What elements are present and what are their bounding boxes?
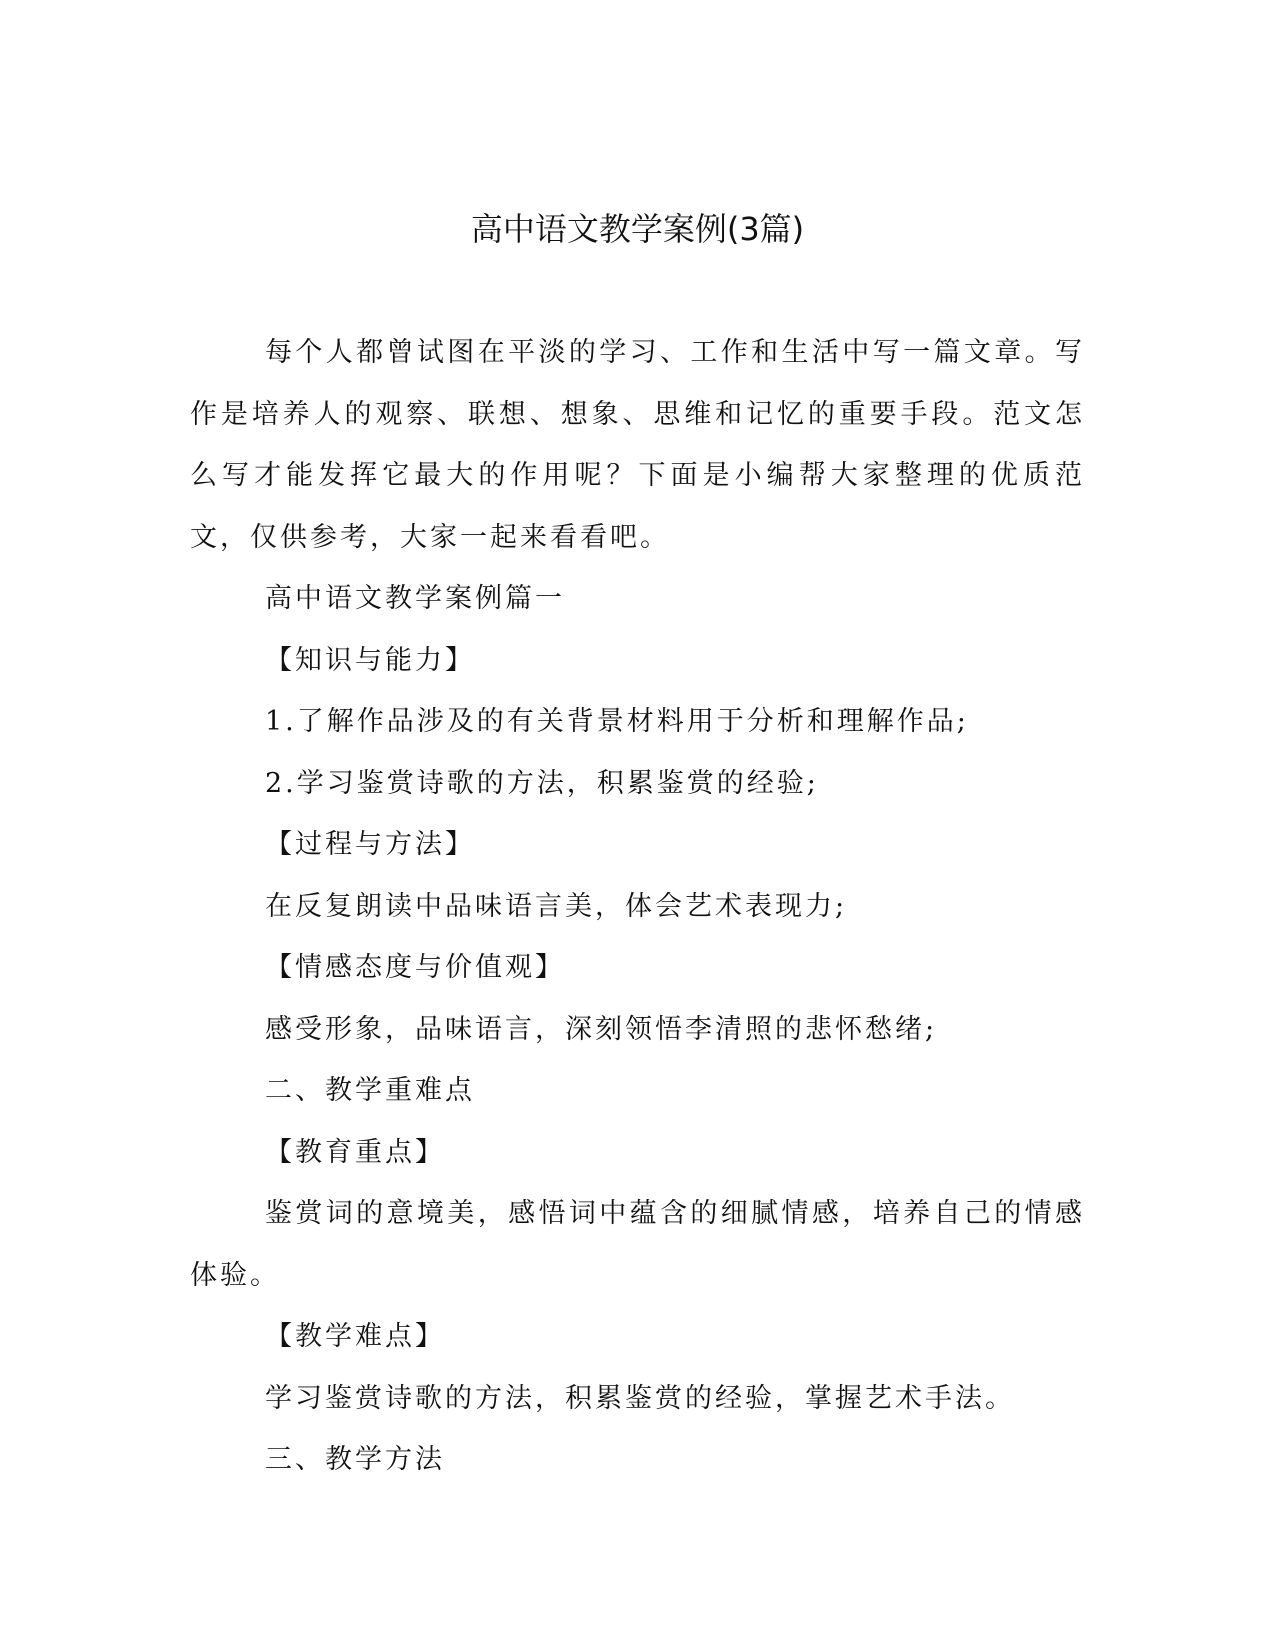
section-heading-part-one: 高中语文教学案例篇一 xyxy=(265,583,565,614)
list-item-2: 2.学习鉴赏诗歌的方法，积累鉴赏的经验; xyxy=(265,767,819,799)
heading-knowledge-ability: 【知识与能力】 xyxy=(265,644,475,676)
heading-teaching-method: 三、教学方法 xyxy=(265,1444,445,1475)
teaching-difficulty-text: 学习鉴赏诗歌的方法，积累鉴赏的经验，掌握艺术手法。 xyxy=(265,1382,1015,1414)
process-method-text: 在反复朗读中品味语言美，体会艺术表现力; xyxy=(265,890,848,922)
teaching-focus-text: 鉴赏词的意境美，感悟词中蕴含的细腻情感，培养自己的情感体验。 xyxy=(190,1198,1085,1291)
heading-emotion-values: 【情感态度与价值观】 xyxy=(265,952,565,983)
heading-key-difficulties: 二、教学重难点 xyxy=(265,1075,475,1106)
document-body xyxy=(190,322,1085,1491)
emotion-values-text: 感受形象，品味语言，深刻领悟李清照的悲怀愁绪; xyxy=(265,1013,938,1045)
list-item-1: 1.了解作品涉及的有关背景材料用于分析和理解作品; xyxy=(265,706,969,737)
heading-teaching-difficulty: 【教学难点】 xyxy=(265,1321,445,1352)
intro-paragraph: 每个人都曾试图在平淡的学习、工作和生活中写一篇文章。写作是培养人的观察、联想、想象、思维和记忆的重要手段。范文怎么写才能发挥它最大的作用呢？下面是小编帮大家整理的优质范文，仅供参考，大家一起来看看吧。 xyxy=(190,337,1085,553)
document-title: 高中语文教学案例(3篇) xyxy=(470,210,805,248)
heading-process-method: 【过程与方法】 xyxy=(265,829,475,860)
heading-teaching-focus: 【教育重点】 xyxy=(265,1136,445,1168)
